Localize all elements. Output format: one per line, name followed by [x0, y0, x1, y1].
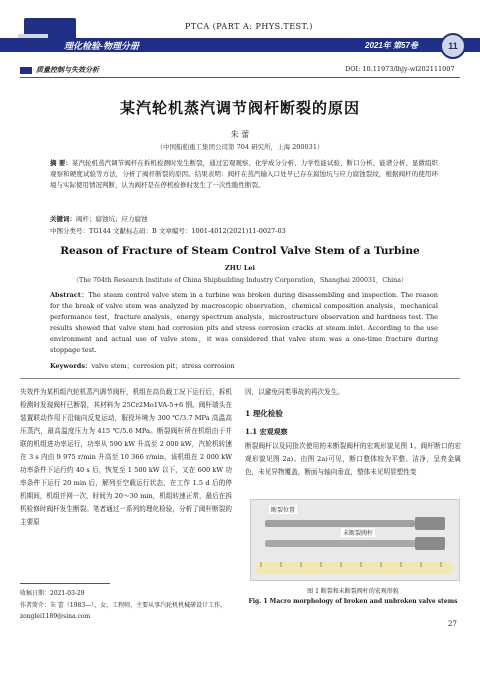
column-label: 质量控制与失效分析 — [36, 67, 99, 74]
author-en: ZHU Lei — [225, 264, 255, 272]
doi[interactable]: DOI: 10.11973/lhjy-wl202111007 — [345, 65, 455, 73]
abstract-en-label: Abstract： — [50, 291, 89, 299]
abstract-rule — [20, 378, 460, 379]
keywords-cn-text: 阀杆；腐蚀坑；应力腐蚀 — [76, 215, 148, 223]
keywords-en — [50, 361, 235, 370]
abstract-en-text: The steam control valve stem in a turbine was broken during disassembling and inspection. The reason for the break of valve stem was analyzed by macroscopic observation，chemical composition analysis，mechanical performance test，fracture analysis，energy spectrum analysis，microstructure observation and hardness test. The results showed that valve stem had corrosion pits and stress corrosion cracks at steam inlet. According to the use environment and actual use of valve stem，it was considered that valve stem was a one-time fracture during stoppage test. — [50, 291, 438, 354]
header-rule — [20, 77, 460, 78]
abstract-cn-text: 某汽轮机蒸汽调节阀杆在拆机检测时发生断裂，通过宏观观察、化学成分分析、力学性能试验、断口分析、能谱分析、显微组织观察和硬度试验等方法，分析了阀杆断裂的原因。结果表明：阀杆在蒸汽输入口处早已存在腐蚀坑与应力腐蚀裂纹，根据阀杆的使用环境与实际使用情况判断，认为阀杆是在停机检修时发生了一次性脆性断裂。 — [50, 159, 439, 189]
affiliation-cn: （中国船舶重工集团公司第 704 研究所，上海 200031） — [156, 143, 324, 151]
body-right-para-2: 断裂阀杆以及同批次使用的未断裂阀杆的宏观形貌见图 1。阀杆断口的宏观形貌见图 2a)。由图 2a)可见，断口整体较为平整、洁净，呈亮金属色，未见异物覆盖，断面与轴向垂直，整体未见明显塑性变 — [245, 442, 461, 476]
figure-label-broken: 断裂位置 — [271, 507, 296, 514]
author-bio: 作者简介：朱 蕾（1983—），女，工程师，主要从事汽轮机机械研设计工作，zonglei1189@sina.com — [20, 602, 227, 620]
author-cn: 朱 蕾 — [230, 130, 250, 139]
section-heading-1-1: 1.1 宏观观察 — [245, 427, 288, 436]
keywords-en-label: Keywords： — [50, 362, 92, 370]
received-date: 收稿日期：2021-03-29 — [20, 590, 85, 597]
classification-cn: 中图分类号：TG144 文献标志码：B 文章编号：1001-4012(2021)11-0027-03 — [50, 227, 286, 235]
page-number: 27 — [448, 620, 457, 628]
abstract-en — [50, 290, 438, 356]
figure-caption-en: Fig. 1 Macro morphology of broken and unbroken valve stems — [248, 598, 458, 605]
abstract-cn — [50, 158, 438, 191]
body-right-para-1: 因，以避免同类事故的再次发生。 — [245, 388, 344, 396]
abstract-cn-label: 摘 要： — [50, 159, 72, 167]
issue-number-badge: 11 — [440, 33, 466, 59]
title-en: Reason of Fracture of Steam Control Valve Stem of a Turbine — [60, 245, 420, 257]
journal-name-en: PTCA (PART A: PHYS.TEST.) — [185, 22, 313, 31]
figure-label-unbroken: 未断裂阀杆 — [343, 530, 374, 537]
title-cn: 某汽轮机蒸汽调节阀杆断裂的原因 — [119, 99, 360, 117]
journal-name-cn: 理化检验-物理分册 — [64, 41, 139, 51]
figure-1-photo — [250, 499, 460, 581]
keywords-en-text: valve stem；corrosion pit；stress corrosion — [91, 362, 235, 370]
section-heading-1: 1 理化检验 — [245, 409, 283, 418]
affiliation-en: （The 704th Research Institute of China Shipbuilding Industry Corporation，Shanghai 200031，China） — [72, 277, 408, 284]
volume-issue: 2021年 第57卷 — [365, 41, 418, 50]
footnote-rule — [20, 583, 110, 584]
body-left-column: 失效件为某机组汽轮机蒸汽调节阀杆，机组在高负载工况下运行后，拆机检测时发现阀杆已断裂，其材料为 25Cr2Mo1VA-5+6 钢。阀杆端头在装置联动作用下沿轴向反复运动，服役环境为 300 ℃/3.7 MPa 高温高压蒸汽，最高温度压力为 415 ℃/5.6 MPa。断裂阀杆所在机组由于并联的机组进功率运行，功率从 590 kW 升高至 2 000 kW，汽轮机转速在 3 s 内由 9 975 r/min 升高至 10 366 r/min，该机组在 2 000 kW 功率条件下运行约 40 s 后，恢复至 1 500 kW 以下，又在 600 kW 功率条件下运行 20 min 后，解列至空载运行状态，在工作 1.5 d 后的停机期间，机组并网一次，时间为 20～30 min，机组转速正常，最后在拆机检修时阀杆发生断裂。笔者通过一系列的理化检验，分析了阀杆断裂的主要原 — [20, 388, 232, 526]
column-marker-icon — [20, 67, 32, 74]
keywords-cn-label: 关键词： — [50, 215, 76, 223]
keywords-cn — [50, 214, 148, 223]
figure-caption-cn: 图 1 断裂和未断裂阀杆的宏观形貌 — [307, 588, 399, 595]
